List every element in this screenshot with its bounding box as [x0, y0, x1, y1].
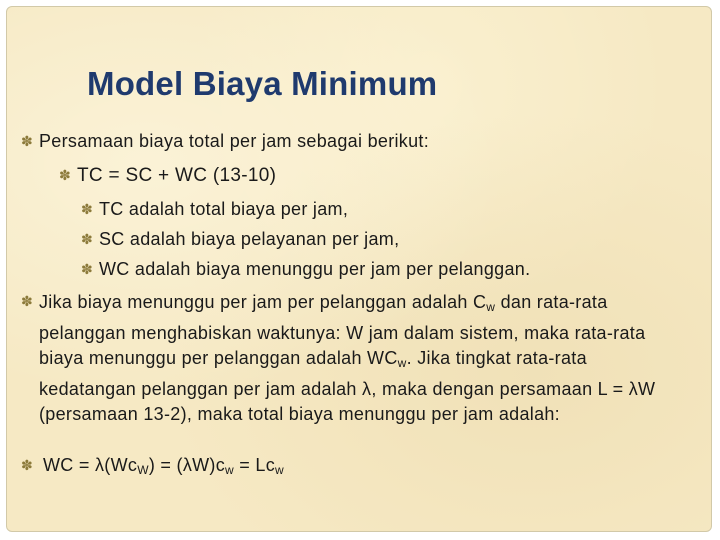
bullet-icon: ✽ — [21, 457, 34, 473]
slide-background — [6, 6, 712, 532]
bullet-icon: ✽ — [81, 231, 94, 247]
bullet-formula-tc — [59, 164, 276, 187]
bullet-text: TC adalah total biaya per jam, — [99, 199, 349, 219]
bullet-icon: ✽ — [21, 133, 34, 149]
bullet-final-formula — [21, 454, 284, 482]
bullet-sc-def — [81, 228, 399, 251]
bullet-tc-def — [81, 198, 348, 221]
slide-title: Model Biaya Minimum — [87, 65, 438, 102]
bullet-icon: ✽ — [81, 261, 94, 277]
bullet-icon: ✽ — [21, 293, 34, 309]
bullet-formula-text: WC = $\lambda(Wc_W) = (\lambda W)c_w = Lc_w$ — [43, 455, 284, 477]
bullet-icon: ✽ — [81, 201, 94, 217]
bullet-text: TC = SC + WC (13-10) — [77, 165, 277, 186]
bullet-persamaan — [21, 130, 429, 153]
bullet-paragraph-text: Jika biaya menunggu per jam per pelanggan adalah $C_w$ dan rata-rata pelanggan menghabiskan waktunya: W jam dalam sistem, maka rata-rata biaya menunggu per pelanggan adalah $WC_w$. Jika tingkat rata-rata kedatangan pelanggan per jam adalah λ, maka dengan persamaan L = λW (persamaan 13-2), maka total biaya menunggu per jam adalah: — [39, 292, 656, 424]
bullet-text: Persamaan biaya total per jam sebagai berikut: — [39, 131, 430, 151]
bullet-text: WC adalah biaya menunggu per jam per pelanggan. — [99, 259, 531, 279]
bullet-icon: ✽ — [59, 167, 72, 183]
bullet-wc-def — [81, 258, 530, 281]
bullet-jika-paragraph — [21, 290, 681, 428]
bullet-text: SC adalah biaya pelayanan per jam, — [99, 229, 400, 249]
